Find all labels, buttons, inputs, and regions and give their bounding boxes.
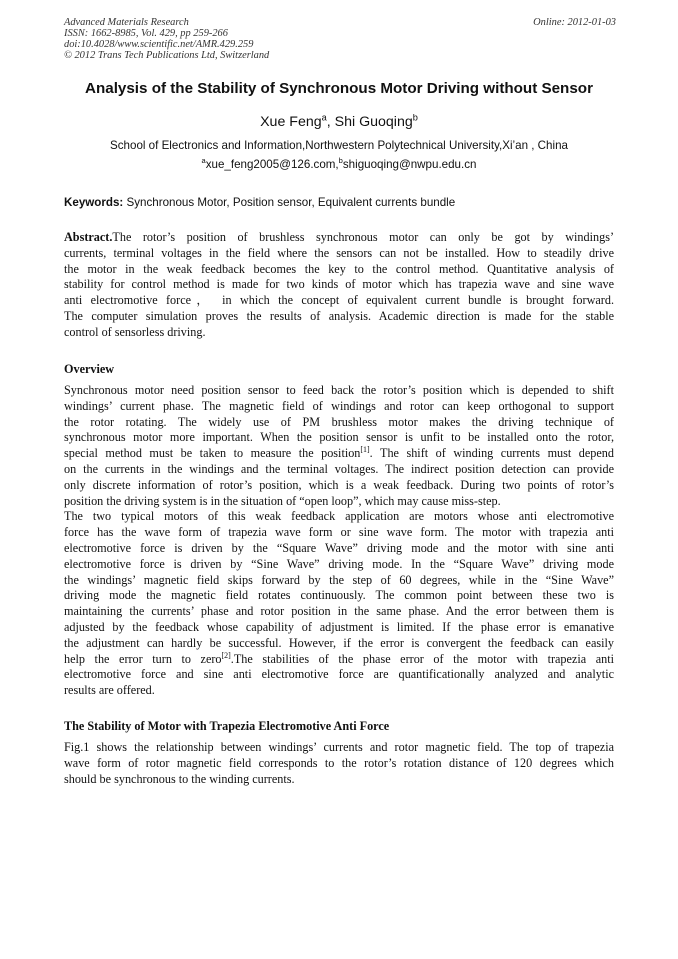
text-line: the adjustment can hardly be successful. However, if the error is convergent the feedback can easily — [64, 635, 614, 650]
text-line: the windings’ magnetic field skips forward by the step of 60 degrees, while in the “Sine Wave” — [64, 572, 614, 587]
text-line: The two typical motors of this weak feedback application are motors whose anti electromotive — [64, 509, 614, 524]
author-name: Shi Guoqing — [334, 114, 413, 130]
text-line: Fig.1 shows the relationship between windings’ currents and rotor magnetic field. The top of trapezia — [64, 740, 614, 754]
line-text: help the error turn to zero — [64, 651, 222, 666]
email-link[interactable]: xue_feng2005@126.com, — [205, 158, 339, 171]
text-line: force has the wave form of trapezia wave form or sine wave form. The motor with trapezia anti — [64, 525, 614, 540]
line-text: .The stabilities of the phase error of the motor with trapezia anti — [230, 651, 614, 666]
text-line: The computer simulation proves the results of analysis. Academic direction is made for the stable — [64, 308, 614, 323]
author-affil-mark: b — [412, 112, 418, 123]
keywords-text: Synchronous Motor, Position sensor, Equivalent currents bundle — [123, 196, 456, 209]
journal-doi[interactable]: doi:10.4028/www.scientific.net/AMR.429.259 — [64, 39, 254, 50]
text-line: control of sensorless driving. — [64, 324, 206, 339]
text-line: electromotive force and sine anti electromotive force are quantificationally analyzed and analytic — [64, 667, 614, 682]
text-line: electromotive force is driven by “Sine Wave” driving mode. In the “Square Wave” driving mode — [64, 556, 614, 571]
text-line — [64, 230, 614, 246]
email-affil-mark: b — [338, 156, 343, 166]
text-line: electromotive force is driven by the “Square Wave” driving mode and the motor with sine anti — [64, 540, 614, 555]
keywords-label: Keywords: — [64, 196, 124, 209]
author-affil-mark: a — [321, 112, 327, 123]
text-line — [64, 652, 614, 668]
journal-issn: ISSN: 1662-8985, Vol. 429, pp 259-266 — [64, 28, 228, 39]
text-line: currents, terminal voltages in the field where the sensors can not be installed. How to steadily drive — [64, 245, 614, 260]
paper-title: Analysis of the Stability of Synchronous Motor Driving without Sensor — [85, 80, 593, 97]
text-line: anti electromotive force， in which the concept of equivalent current bundle is brought forward. — [64, 293, 614, 308]
section-heading-overview: Overview — [64, 362, 115, 376]
email-link[interactable]: shiguoqing@nwpu.edu.cn — [342, 158, 477, 171]
text-line: on the currents in the windings and the terminal voltages. The indirect position detection can provide — [64, 461, 614, 476]
email-affil-mark: a — [201, 156, 206, 166]
affiliation: School of Electronics and Information,Northwestern Polytechnical University,Xi’an , China — [110, 139, 568, 152]
line-text: The rotor’s position of brushless synchronous motor can only be got by windings’ — [112, 230, 614, 244]
text-line: stability for control method is made for two kinds of motor which has trapezia wave and sine wave — [64, 277, 614, 292]
text-line — [64, 446, 614, 462]
journal-name: Advanced Materials Research — [64, 17, 189, 28]
author-line — [60, 113, 618, 131]
text-line: results are offered. — [64, 683, 155, 698]
line-text: special method must be taken to measure the position — [64, 446, 361, 461]
text-line: should be synchronous to the winding currents. — [64, 771, 295, 786]
text-line: synchronous motor more important. When the position sensor is unfit to be installed onto the rotor, — [64, 430, 614, 445]
journal-copyright: © 2012 Trans Tech Publications Ltd, Switzerland — [64, 50, 270, 61]
author-emails — [60, 157, 618, 172]
text-line: the motor in the weak feedback becomes the key to the control method. Quantitative analysis of — [64, 261, 614, 276]
citation-mark: [2] — [221, 651, 231, 660]
text-line: driving mode the magnetic field rotates continuously. The common point between these two is — [64, 588, 614, 603]
overview-paragraphs — [64, 383, 614, 699]
text-line: adjusted by the feedback whose capability of adjustment is limited. If the phase error is emanative — [64, 619, 614, 634]
keywords — [64, 195, 616, 210]
online-date: Online: 2012-01-03 — [533, 17, 616, 28]
citation-mark: [1] — [360, 446, 370, 455]
text-line: the rotor rotating. The widely use of PM brushless motor makes the driving technique of — [64, 414, 614, 429]
author-name: Xue Feng — [260, 114, 322, 130]
trapezia-paragraph — [64, 740, 614, 787]
text-line: wave form of rotor magnetic field corresponds to the rotor’s rotation distance of 120 degrees which — [64, 755, 614, 770]
line-text: . The shift of winding currents must depend — [369, 446, 614, 461]
abstract-label: Abstract. — [64, 230, 113, 244]
author-separator: , — [326, 114, 335, 130]
text-line: windings’ current phase. The magnetic field of windings and rotor can keep orthogonal to support — [64, 398, 614, 413]
text-line: Synchronous motor need position sensor to feed back the rotor’s position which is depended to shift — [64, 383, 614, 397]
text-line: position the driving system is in the situation of “open loop”, which may cause miss-step. — [64, 493, 501, 508]
abstract — [64, 230, 614, 341]
section-heading-trapezia: The Stability of Motor with Trapezia Electromotive Anti Force — [64, 719, 390, 733]
text-line: maintaining the currents’ phase and rotor position in the same phase. And the error between them is — [64, 604, 614, 619]
text-line: only discrete information of rotor’s position, which is a weak feedback. During two points of rotor’s — [64, 477, 614, 492]
journal-header — [64, 17, 616, 61]
